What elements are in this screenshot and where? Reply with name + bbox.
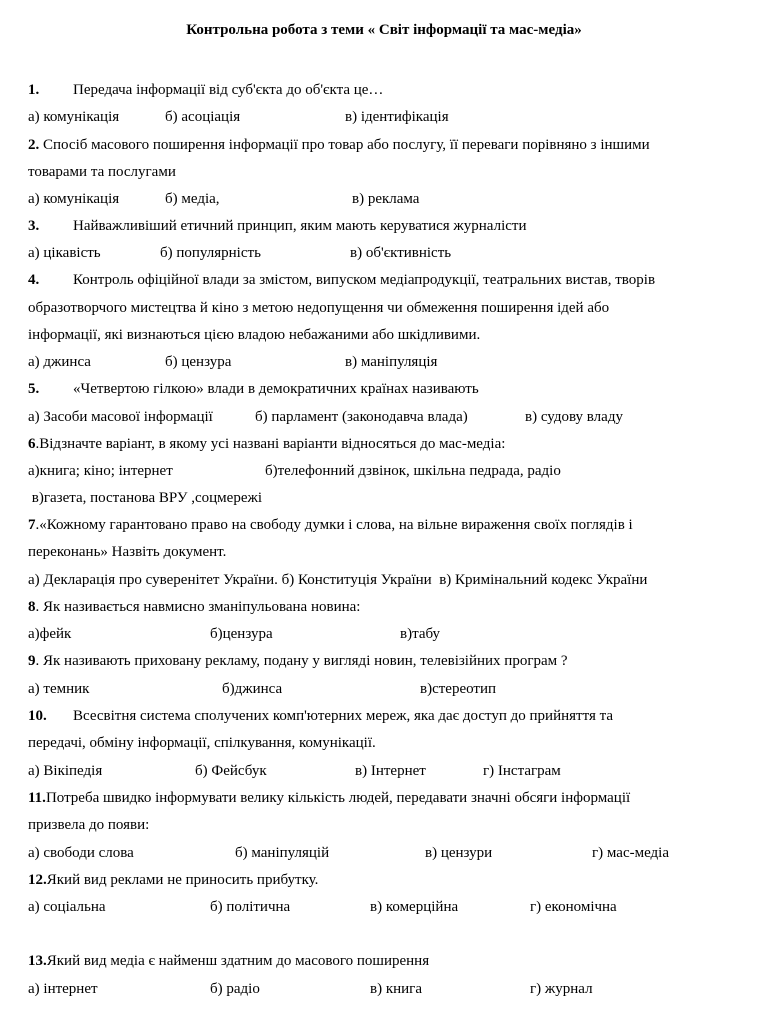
question-13-option-a: а) інтернет	[28, 981, 98, 997]
question-10-option-c: в) Інтернет	[355, 763, 426, 779]
question-12-option-c: в) комерційна	[370, 899, 459, 915]
question-9-number: 9	[28, 653, 36, 669]
question-3-line-1: Найважливіший етичний принцип, яким мають керуватися журналісти	[73, 218, 527, 234]
question-13-option-b: б) радіо	[210, 981, 260, 997]
question-8-option-c: в)табу	[400, 626, 441, 642]
question-11-line-2: призвела до появи:	[28, 817, 150, 833]
question-1-text	[28, 80, 383, 100]
question-4-line-1: Контроль офіційної влади за змістом, випуском медіапродукції, театральних вистав, творів	[73, 272, 656, 288]
question-7-text	[28, 515, 633, 535]
question-7-line-2: переконань» Назвіть документ.	[28, 544, 227, 560]
question-11-option-c: в) цензури	[425, 845, 493, 861]
question-13-text	[28, 951, 429, 971]
question-11-number: 11.	[28, 790, 46, 806]
question-4-number: 4.	[28, 272, 40, 288]
question-4-option-b: б) цензура	[165, 354, 232, 370]
question-3-number: 3.	[28, 218, 40, 234]
question-1-number: 1.	[28, 82, 40, 98]
question-5-line-1: «Четвертою гілкою» влади в демократичних країнах називають	[73, 381, 479, 397]
question-13-option-d: г) журнал	[530, 981, 593, 997]
question-11-text	[28, 788, 630, 808]
question-4-line-2: образотворчого мистецтва й кіно з метою недопущення чи обмеження поширення ідей або	[28, 300, 610, 316]
question-6-option-b: б)телефонний дзвінок, шкільна педрада, радіо	[265, 463, 561, 479]
question-6-option-c: в)газета, постанова ВРУ ,соцмережі	[28, 490, 263, 506]
question-7-number: 7	[28, 517, 36, 533]
question-2-option-a: а) комунікація	[28, 191, 120, 207]
question-9-line-1: . Як називають приховану рекламу, подану у вигляді новин, телевізійних програм ?	[35, 653, 568, 669]
question-10-line-2: передачі, обміну інформації, спілкування, комунікації.	[28, 735, 376, 751]
question-2-line-1: Спосіб масового поширення інформації про товар або послугу, її переваги порівняно з іншими	[39, 137, 650, 153]
question-4-line-3: інформації, які визнаються цією владою небажаними або шкідливими.	[28, 327, 481, 343]
question-9-text	[28, 651, 568, 671]
question-5-option-b: б) парламент (законодавча влада)	[255, 409, 468, 425]
question-11-line-1: Потреба швидко інформувати велику кількість людей, передавати значні обсяги інформації	[45, 790, 631, 806]
question-12-text	[28, 870, 318, 890]
question-6-line-1: .Відзначте варіант, в якому усі названі варіанти відносяться до мас-медіа:	[35, 436, 506, 452]
document-title: Контрольна робота з теми « Світ інформації та мас-медіа»	[186, 22, 582, 38]
question-1-option-c: в) ідентифікація	[345, 109, 449, 125]
question-10-option-d: г) Інстаграм	[483, 763, 561, 779]
question-4-option-c: в) маніпуляція	[345, 354, 438, 370]
question-3-option-a: а) цікавість	[28, 245, 101, 261]
question-11-option-b: б) маніпуляцій	[235, 845, 330, 861]
question-9-option-b: б)джинса	[222, 681, 283, 697]
question-13-option-c: в) книга	[370, 981, 422, 997]
question-10-text	[28, 706, 613, 726]
question-5-option-a: а) Засоби масової інформації	[28, 409, 213, 425]
question-8-text	[28, 597, 360, 617]
question-6-number: 6	[28, 436, 36, 452]
question-8-line-1: . Як називається навмисно зманіпульована новина:	[35, 599, 361, 615]
question-13-number: 13.	[28, 953, 47, 969]
question-10-line-1: Всесвітня система сполучених комп'ютерних мереж, яка дає доступ до прийняття та	[73, 708, 613, 724]
question-10-number: 10.	[28, 708, 47, 724]
question-10-option-b: б) Фейсбук	[195, 763, 267, 779]
question-3-text	[28, 216, 526, 236]
question-3-option-c: в) об'єктивність	[350, 245, 452, 261]
question-2-option-b: б) медіа,	[165, 191, 220, 207]
question-6-text	[28, 434, 505, 454]
question-7-line-1: .«Кожному гарантовано право на свободу думки і слова, на вільне вираження своїх поглядів і	[35, 517, 633, 533]
question-12-line-1: Який вид реклами не приносить прибутку.	[46, 872, 319, 888]
question-1-line-1: Передача інформації від суб'єкта до об'єкта це…	[73, 82, 384, 98]
question-12-option-a: а) соціальна	[28, 899, 106, 915]
question-1-option-b: б) асоціація	[165, 109, 241, 125]
question-11-option-d: г) мас-медіа	[592, 845, 670, 861]
question-2-line-2: товарами та послугами	[28, 164, 176, 180]
question-9-option-a: а) темник	[28, 681, 90, 697]
question-4-option-a: а) джинса	[28, 354, 91, 370]
question-13-line-1: Який вид медіа є найменш здатним до масового поширення	[46, 953, 430, 969]
question-8-option-a: а)фейк	[28, 626, 72, 642]
question-9-option-c: в)стереотип	[420, 681, 497, 697]
question-2-number: 2.	[28, 137, 40, 153]
question-5-number: 5.	[28, 381, 40, 397]
question-1-option-a: а) комунікація	[28, 109, 120, 125]
question-8-number: 8	[28, 599, 36, 615]
question-4-text	[28, 270, 655, 290]
question-12-number: 12.	[28, 872, 47, 888]
question-2-option-c: в) реклама	[352, 191, 420, 207]
question-11-option-a: а) свободи слова	[28, 845, 134, 861]
question-10-option-a: а) Вікіпедія	[28, 763, 103, 779]
question-12-option-b: б) політична	[210, 899, 291, 915]
question-8-option-b: б)цензура	[210, 626, 273, 642]
question-7-options: а) Декларація про суверенітет України. б) Конституція України в) Кримінальний кодекс України	[28, 572, 648, 588]
question-6-option-a: а)книга; кіно; інтернет	[28, 463, 173, 479]
question-3-option-b: б) популярність	[160, 245, 261, 261]
question-5-text	[28, 379, 479, 399]
question-12-option-d: г) економічна	[530, 899, 617, 915]
question-2-text	[28, 135, 650, 155]
question-5-option-c: в) судову владу	[525, 409, 623, 425]
